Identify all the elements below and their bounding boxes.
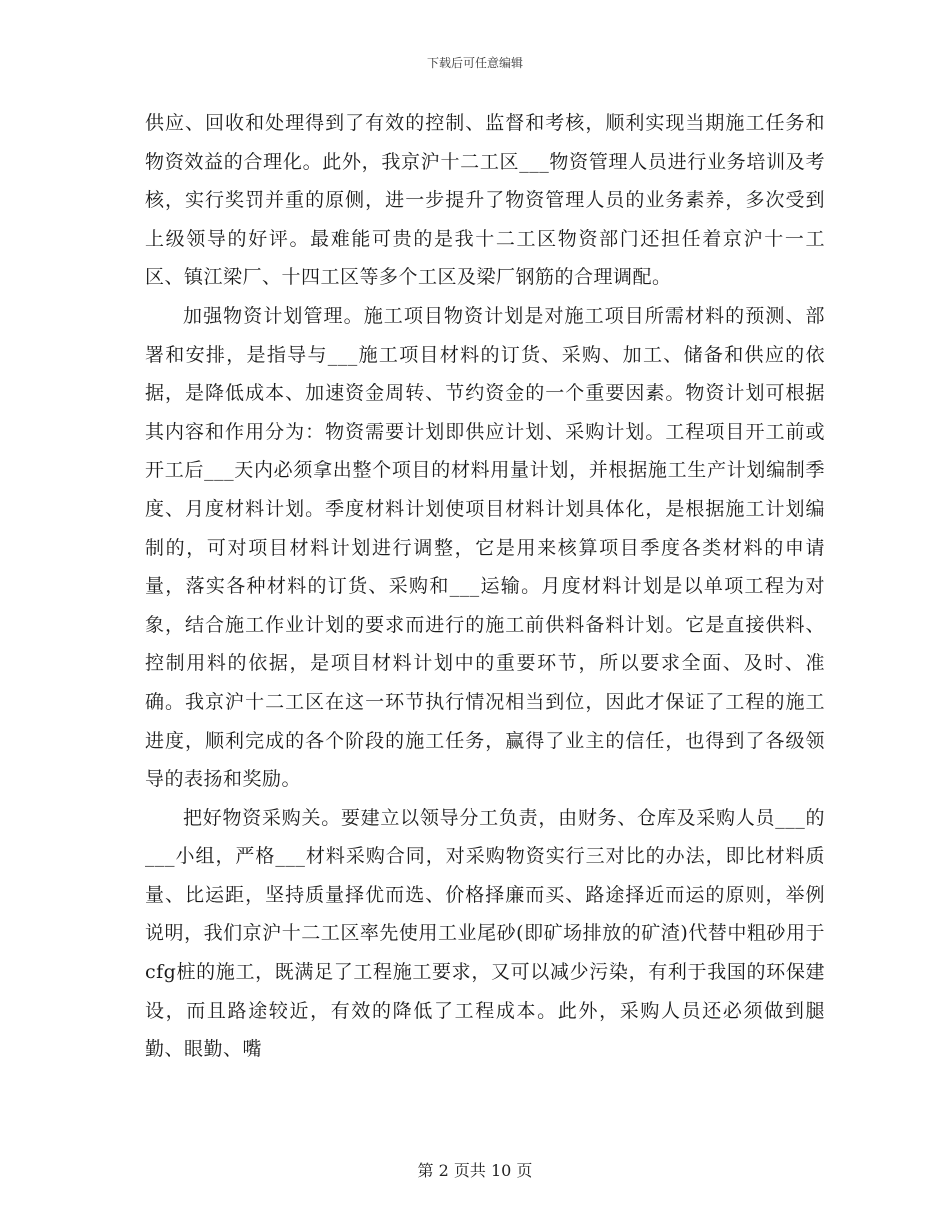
paragraph-1: 供应、回收和处理得到了有效的控制、监督和考核，顺利实现当期施工任务和物资效益的合理化。此外，我京沪十二工区___物资管理人员进行业务培训及考核，实行奖罚并重的原侧，进一步提升了物资管理人员的业务素养，多次受到上级领导的好评。最难能可贵的是我十二工区物资部门还担任着京沪十一工区、镇江梁厂、十四工区等多个工区及梁厂钢筋的合理调配。 [145, 112, 825, 289]
document-body [145, 104, 825, 1069]
paragraph-3: 把好物资采购关。要建立以领导分工负责，由财务、仓库及采购人员___的___小组，严格___材料采购合同，对采购物资实行三对比的办法，即比材料质量、比运距，坚持质量择优而选、价格择廉而买、路途择近而运的原则，举例说明，我们京沪十二工区率先使用工业尾砂(即矿场排放的矿渣)代替中粗砂用于cfg桩的施工，既满足了工程施工要求，又可以减少污染，有利于我国的环保建设，而且路途较近，有效的降低了工程成本。此外，采购人员还必须做到腿勤、眼勤、嘴 [145, 806, 825, 1061]
paragraph-2: 加强物资计划管理。施工项目物资计划是对施工项目所需材料的预测、部署和安排，是指导与___施工项目材料的订货、采购、加工、储备和供应的依据，是降低成本、加速资金周转、节约资金的一个重要因素。物资计划可根据其内容和作用分为：物资需要计划即供应计划、采购计划。工程项目开工前或开工后___天内必须拿出整个项目的材料用量计划，并根据施工生产计划编制季度、月度材料计划。季度材料计划使项目材料计划具体化，是根据施工计划编制的，可对项目材料计划进行调整，它是用来核算项目季度各类材料的申请量，落实各种材料的订货、采购和___运输。月度材料计划是以单项工程为对象，结合施工作业计划的要求而进行的施工前供料备料计划。它是直接供料、控制用料的依据，是项目材料计划中的重要环节，所以要求全面、及时、准确。我京沪十二工区在这一环节执行情况相当到位，因此才保证了工程的施工进度，顺利完成的各个阶段的施工任务，赢得了业主的信任，也得到了各级领导的表扬和奖励。 [145, 304, 825, 791]
page-number-footer: 第 2 页共 10 页 [417, 1161, 533, 1180]
page-header-note: 下载后可任意编辑 [426, 56, 523, 70]
